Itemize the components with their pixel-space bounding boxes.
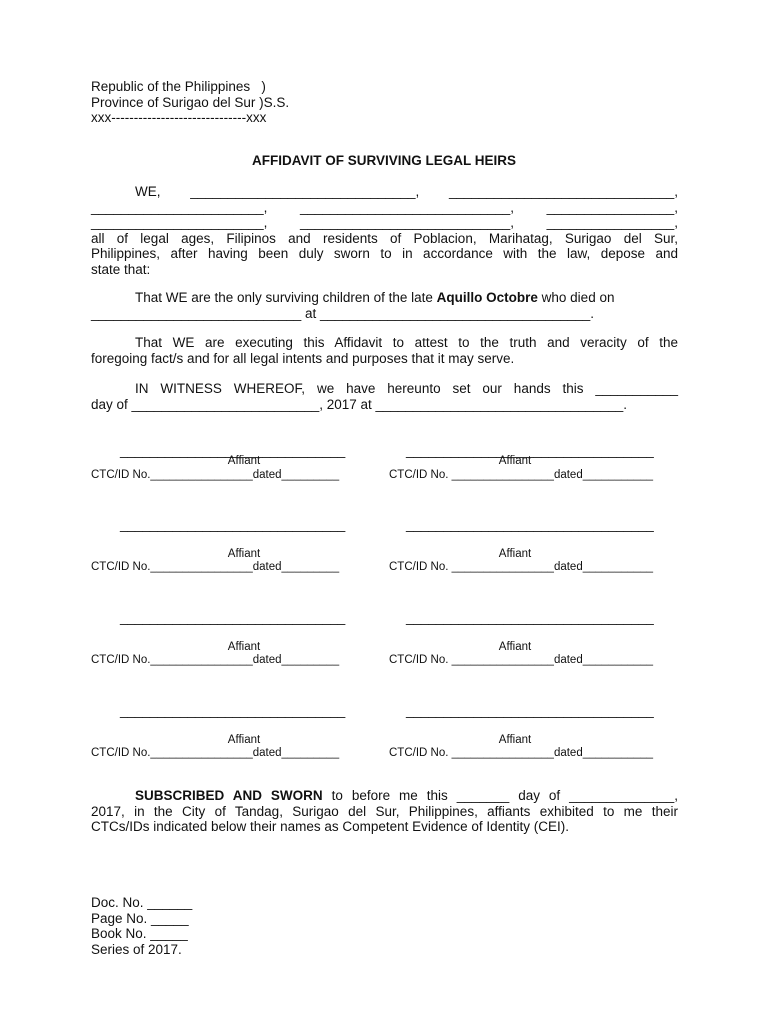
page-number: Page No. _____ [91, 910, 189, 926]
ctc-field-right: CTC/ID No. ________________dated___________ [389, 747, 654, 759]
venue-province: Province of Surigao del Sur )S.S. [91, 94, 290, 110]
ctc-field-left: CTC/ID No.________________dated_________ [91, 747, 340, 759]
signature-line-left: ______________________________ [120, 443, 346, 458]
signature-line-right: _________________________________ [406, 703, 654, 718]
signature-row-2 [0, 517, 768, 577]
purpose-paragraph [91, 335, 678, 366]
state-that-line: state that: [91, 261, 151, 277]
jurat-line-1-rest: to before me this _______ day of ______________, [322, 788, 678, 803]
affiants-names-line-2: _______________________, ____________________________, _________________, [91, 199, 678, 215]
ctc-field-left: CTC/ID No.________________dated_________ [91, 654, 340, 666]
affiant-label-left: Affiant [227, 734, 261, 746]
signature-line-left: ______________________________ [120, 517, 346, 532]
decedent-name: Aquillo Octobre [436, 290, 538, 305]
jurat-line-2: 2017, in the City of Tandag, Surigao del Sur, Philippines, affiants exhibited to me their [91, 803, 678, 819]
affiant-label-right: Affiant [498, 641, 532, 653]
signature-line-right: _________________________________ [406, 443, 654, 458]
affiant-label-right: Affiant [498, 548, 532, 560]
affiant-label-left: Affiant [227, 455, 261, 467]
signature-row-3 [0, 610, 768, 670]
venue-republic: Republic of the Philippines ) [91, 79, 266, 94]
purpose-line-2: foregoing fact/s and for all legal intents and purposes that it may serve. [91, 350, 515, 366]
jurat-line-3: CTCs/IDs indicated below their names as Competent Evidence of Identity (CEI). [91, 819, 569, 834]
ctc-field-left: CTC/ID No.________________dated_________ [91, 561, 340, 573]
signature-line-right: _________________________________ [406, 517, 654, 532]
jurat-paragraph [91, 788, 678, 835]
children-line-2: ____________________________ at ____________________________________. [91, 305, 595, 321]
children-paragraph [91, 290, 678, 321]
notarial-registry [91, 895, 192, 957]
witness-line-1: IN WITNESS WHEREOF, we have hereunto set our hands this ___________ [135, 381, 678, 396]
series-year: Series of 2017. [91, 941, 182, 957]
ctc-field-right: CTC/ID No. ________________dated___________ [389, 469, 654, 481]
affiant-label-right: Affiant [498, 455, 532, 467]
ctc-field-right: CTC/ID No. ________________dated___________ [389, 654, 654, 666]
witness-paragraph [91, 381, 678, 412]
signature-line-right: _________________________________ [406, 610, 654, 625]
affiants-paragraph [91, 184, 678, 277]
residence-line: all of legal ages, Filipinos and residents of Poblacion, Marihatag, Surigao del Sur, [91, 230, 678, 246]
affiants-names-line-1: WE, ______________________________, ______________________________, [135, 184, 678, 199]
ctc-field-right: CTC/ID No. ________________dated___________ [389, 561, 654, 573]
signature-line-left: ______________________________ [120, 610, 346, 625]
signature-row-1 [0, 443, 768, 503]
book-number: Book No. _____ [91, 926, 188, 941]
purpose-line-1: That WE are executing this Affidavit to attest to the truth and veracity of the [135, 335, 678, 350]
affiant-label-left: Affiant [227, 641, 261, 653]
children-text-before: That WE are the only surviving children of the late [135, 290, 437, 305]
venue-block [91, 79, 289, 126]
ctc-field-left: CTC/ID No.________________dated_________ [91, 469, 340, 481]
affiant-label-left: Affiant [227, 548, 261, 560]
jurat-line-1 [91, 788, 678, 804]
signature-line-left: ______________________________ [120, 703, 346, 718]
affiants-names-line-3: _______________________, ____________________________, _________________, [91, 215, 678, 230]
witness-line-2: day of _________________________, 2017 at _________________________________. [91, 396, 628, 412]
venue-separator: xxx------------------------------xxx [91, 110, 267, 125]
jurat-heading: SUBSCRIBED AND SWORN [135, 788, 323, 803]
children-line-1 [91, 290, 678, 306]
document-title: AFFIDAVIT OF SURVIVING LEGAL HEIRS [251, 153, 517, 168]
signature-row-4 [0, 703, 768, 763]
sworn-line: Philippines, after having been duly sworn to in accordance with the law, depose and [91, 246, 678, 261]
affiant-label-right: Affiant [498, 734, 532, 746]
children-text-after: who died on [537, 290, 615, 305]
doc-number: Doc. No. ______ [91, 895, 193, 910]
